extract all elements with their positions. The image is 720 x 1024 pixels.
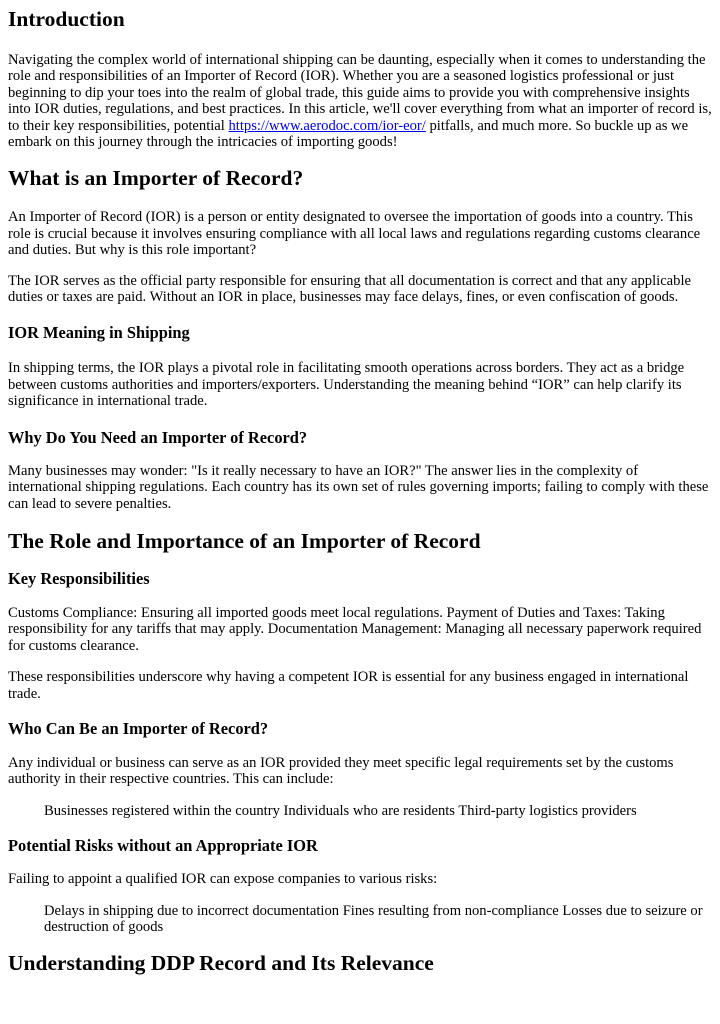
who-blockquote: Businesses registered within the country Individuals who are residents Third-party logistics providers <box>44 802 637 819</box>
aerodoc-link[interactable]: https://www.aerodoc.com/ior-eor/ <box>228 117 426 134</box>
meaning-paragraph: In shipping terms, the IOR plays a pivotal role in facilitating smooth operations across borders. They act as a bridge between customs authorities and importers/exporters. Understanding the meaning behind “IOR” can help clarify its significance in international trade. <box>8 360 685 410</box>
risks-paragraph: Failing to appoint a qualified IOR can expose companies to various risks: <box>8 871 438 888</box>
heading-why-need-ior: Why Do You Need an Importer of Record? <box>8 427 308 447</box>
risks-blockquote: Delays in shipping due to incorrect documentation Fines resulting from non-compliance Losses due to seizure or destruction of goods <box>44 902 703 935</box>
intro-text-before-link: Navigating the complex world of international shipping can be daunting, especially when it comes to understanding the role and responsibilities of an Importer of Record (IOR). Whether you are a seasoned logistics professional or just beginning to dip your toes into the realm of global trade, this guide aims to provide you with comprehensive insights into IOR duties, regulations, and best practices. In this article, we'll cover everything from what an importer of record is, to their key responsibilities, potential <box>8 52 712 134</box>
heading-who-can-be-ior: Who Can Be an Importer of Record? <box>8 718 269 738</box>
key-responsibilities-paragraph: Customs Compliance: Ensuring all imported goods meet local regulations. Payment of Duties and Taxes: Taking responsibility for any tariffs that may apply. Documentation Management: Managing all necessary paperwork required for customs clearance. <box>8 604 702 654</box>
why-paragraph: Many businesses may wonder: "Is it really necessary to have an IOR?" The answer lies in the complexity of international shipping regulations. Each country has its own set of rules governing imports; failing to comply with these can lead to severe penalties. <box>8 462 709 512</box>
what-paragraph-1: An Importer of Record (IOR) is a person or entity designated to oversee the importation of goods into a country. This role is crucial because it involves ensuring compliance with all local laws and regulations regarding customs clearance and duties. But why is this role important? <box>8 209 701 259</box>
heading-what-is-ior: What is an Importer of Record? <box>8 166 304 191</box>
key-responsibilities-summary: These responsibilities underscore why having a competent IOR is essential for any business engaged in international trade. <box>8 669 689 702</box>
heading-potential-risks: Potential Risks without an Appropriate IOR <box>8 836 318 856</box>
article <box>0 7 720 976</box>
heading-role-importance: The Role and Importance of an Importer of Record <box>8 528 481 553</box>
who-paragraph: Any individual or business can serve as an IOR provided they meet specific legal requirements set by the customs authority in their respective countries. This can include: <box>8 754 674 788</box>
heading-introduction: Introduction <box>8 7 125 31</box>
what-paragraph-2: The IOR serves as the official party responsible for ensuring that all documentation is correct and that any applicable duties or taxes are paid. Without an IOR in place, businesses may face delays, fines, or even confiscation of goods. <box>8 272 691 306</box>
heading-key-responsibilities: Key Responsibilities <box>8 568 150 588</box>
heading-ddp-record: Understanding DDP Record and Its Relevance <box>8 951 434 976</box>
heading-ior-meaning: IOR Meaning in Shipping <box>8 323 190 343</box>
intro-text-after-link: pitfalls, and much more. So buckle up as we embark on this journey through the intricacies of importing goods! <box>8 117 689 151</box>
intro-paragraph <box>8 52 712 150</box>
